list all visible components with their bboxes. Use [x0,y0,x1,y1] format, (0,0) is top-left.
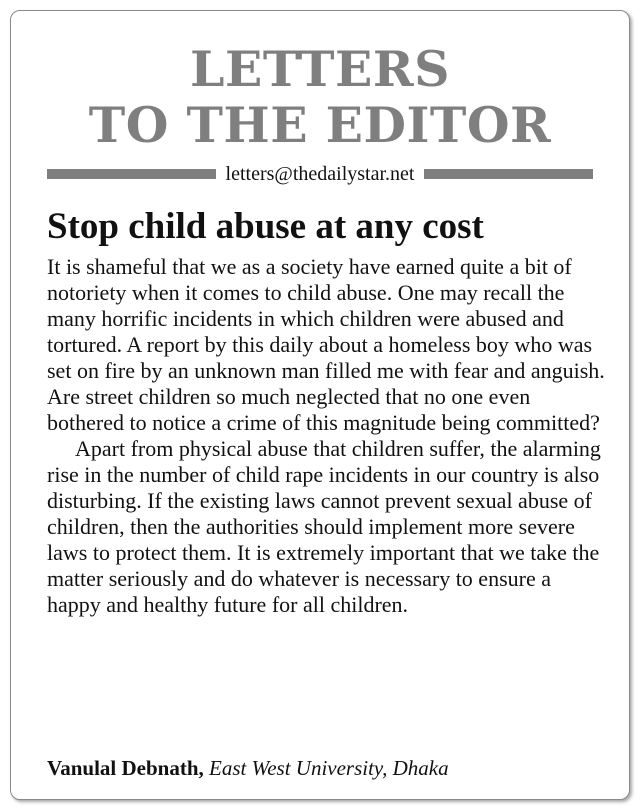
editor-email: letters@thedailystar.net [225,162,415,185]
email-row [47,161,593,187]
letter-body [47,254,607,618]
left-divider-bar [47,169,216,179]
letter-paragraph-2: Apart from physical abuse that children suffer, the alarming rise in the number of child rape incidents in our country is also disturbing. If the existing laws cannot prevent sexual abuse of children, then the authorities should implement more severe laws to protect them. It is extremely important that we take the matter seriously and do whatever is necessary to ensure a happy and healthy future for all children. [47,436,601,617]
author-name: Vanulal Debnath, [47,756,204,780]
masthead [11,41,629,153]
letter-paragraph-1: It is shameful that we as a society have earned quite a bit of notoriety when it comes to child abuse. One may recall the many horrific incidents in which children were abused and tortured. A report by this daily about a homeless boy who was set on fire by an unknown man filled me with fear and anguish. Are street children so much neglected that no one even bothered to notice a crime of this magnitude being committed? [47,254,605,435]
letter-headline: Stop child abuse at any cost [47,206,484,247]
masthead-line-to-the-editor: TO THE EDITOR [88,96,552,154]
right-divider-bar [424,169,593,179]
masthead-line-letters: LETTERS [190,40,450,98]
letters-card [10,10,630,800]
letter-signature [47,754,607,782]
author-affiliation: East West University, Dhaka [209,756,449,780]
